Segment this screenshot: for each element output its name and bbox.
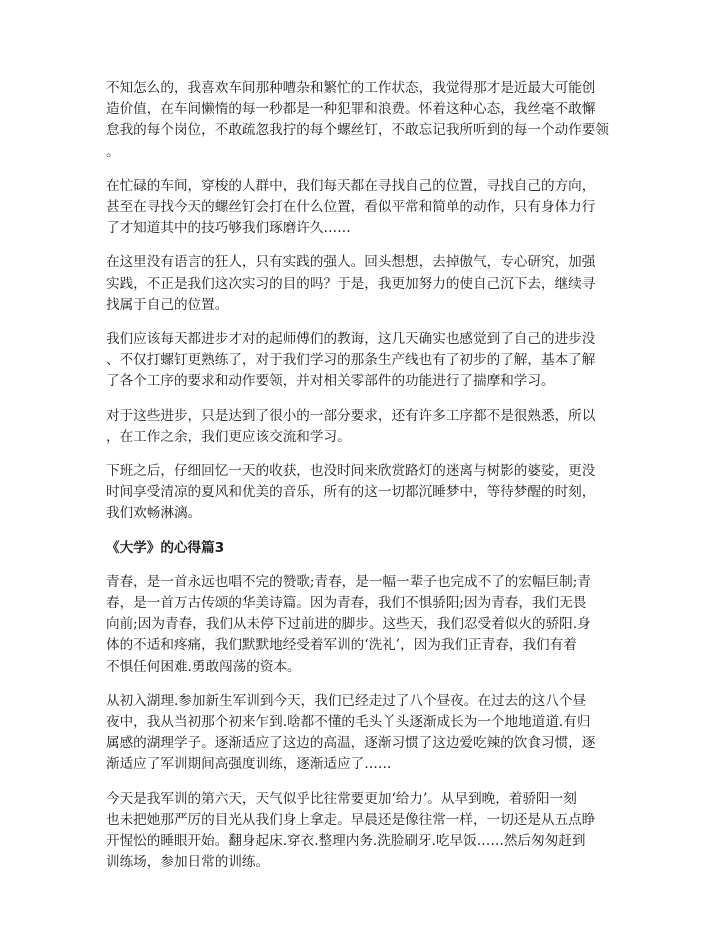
paragraph-line: 开惺忪的睡眼开始。翻身起床.穿衣.整理内务.洗脸刷牙.吃早饭……然后匆匆赶到 — [106, 833, 586, 850]
paragraph-line: 青春，是一首永远也唱不完的赞歌;青春，是一幅一辈子也完成不了的宏幅巨制;青 — [106, 573, 591, 590]
paragraph-line: 造价值，在车间懒惰的每一秒都是一种犯罪和浪费。怀着这种心态，我丝毫不敢懈 — [106, 101, 596, 118]
essay-section-before — [106, 78, 620, 525]
paragraph-line: 怠我的每个岗位，不敢疏忽我拧的每个螺丝钉，不敢忘记我所听到的每一个动作要领 — [106, 122, 609, 139]
paragraph-line: 渐适应了军训期间高强度训练，逐渐适应了…… — [106, 756, 392, 773]
paragraph-line: 我们应该每天都进步才对的起师傅们的教诲，这几天确实也感觉到了自己的进步没 — [106, 331, 596, 348]
paragraph-line: 不惧任何困难.勇敢闯荡的资本。 — [106, 658, 301, 675]
paragraph-line: 实践，不正是我们这次实习的目的吗？于是，我更加努力的使自己沉下去，继续寻 — [106, 275, 596, 292]
paragraph-line: ，在工作之余，我们更应该交流和学习。 — [106, 428, 351, 445]
paragraph-line: 了才知道其中的技巧够我们琢磨许久…… — [106, 220, 351, 237]
paragraph — [106, 78, 620, 163]
paragraph-line: 了各个工序的要求和动作要领，并对相关零部件的功能进行了揣摩和学习。 — [106, 373, 555, 390]
paragraph — [106, 252, 620, 316]
paragraph-line: 从初入湖理.参加新生军训到今天，我们已经走过了八个昼夜。在过去的这八个昼 — [106, 692, 587, 709]
paragraph-line: 。 — [106, 143, 120, 160]
essay-section-after — [106, 572, 620, 874]
paragraph-line: 春，是一首万古传颂的华美诗篇。因为青春，我们不惧骄阳;因为青春，我们无畏 — [106, 595, 587, 612]
paragraph-line: 时间享受清凉的夏风和优美的音乐，所有的这一切都沉睡梦中，等待梦醒的时刻， — [106, 484, 596, 501]
paragraph-line: 在这里没有语言的狂人，只有实践的强人。回头想想，去掉傲气，专心研究，加强 — [106, 254, 596, 271]
document-page — [106, 78, 620, 887]
paragraph-line: 向前;因为青春，我们从未停下过前进的脚步。这些天，我们忍受着似火的骄阳.身 — [106, 616, 591, 633]
paragraph-line: 我们欢畅淋漓。 — [106, 505, 202, 522]
paragraph — [106, 406, 620, 448]
paragraph — [106, 461, 620, 525]
paragraph-line: 体的不适和疼痛，我们默默地经受着军训的‘洗礼’，因为我们正青春，我们有着 — [106, 637, 577, 654]
paragraph — [106, 789, 620, 874]
paragraph-line: 甚至在寻找今天的螺丝钉会打在什么位置，看似平常和简单的动作，只有身体力行 — [106, 199, 596, 216]
section-heading: 《大学》的心得篇3 — [106, 539, 225, 556]
paragraph-line: 也未把她那严厉的目光从我们身上拿走。早晨还是像往常一样，一切还是从五点睁 — [106, 811, 596, 828]
paragraph-line: 属感的湖理学子。逐渐适应了这边的高温，逐渐习惯了这边爱吃辣的饮食习惯，逐 — [106, 735, 596, 752]
paragraph-line: 、不仅打螺钉更熟练了，对于我们学习的那条生产线也有了初步的了解，基本了解 — [106, 352, 596, 369]
paragraph-line: 不知怎么的，我喜欢车间那种嘈杂和繁忙的工作状态，我觉得那才是近最大可能创 — [106, 80, 596, 96]
paragraph — [106, 176, 620, 240]
paragraph — [106, 572, 620, 678]
paragraph-line: 训练场，参加日常的训练。 — [106, 854, 270, 871]
paragraph — [106, 691, 620, 776]
paragraph-line: 下班之后，仔细回忆一天的收获，也没时间来欣赏路灯的迷离与树影的婆娑，更没 — [106, 463, 596, 480]
paragraph-line: 夜中，我从当初那个初来乍到.啥都不懂的毛头丫头逐渐成长为一个地地道道.有归 — [106, 714, 591, 731]
paragraph-line: 对于这些进步，只是达到了很小的一部分要求，还有许多工序都不是很熟悉，所以 — [106, 407, 596, 424]
paragraph — [106, 329, 620, 393]
paragraph-line: 找属于自己的位置。 — [106, 296, 229, 313]
paragraph-line: 今天是我军训的第六天，天气似乎比往常要更加‘给力’。从早到晚，着骄阳一刻 — [106, 790, 577, 807]
paragraph-line: 在忙碌的车间，穿梭的人群中，我们每天都在寻找自己的位置，寻找自己的方向， — [106, 177, 596, 194]
